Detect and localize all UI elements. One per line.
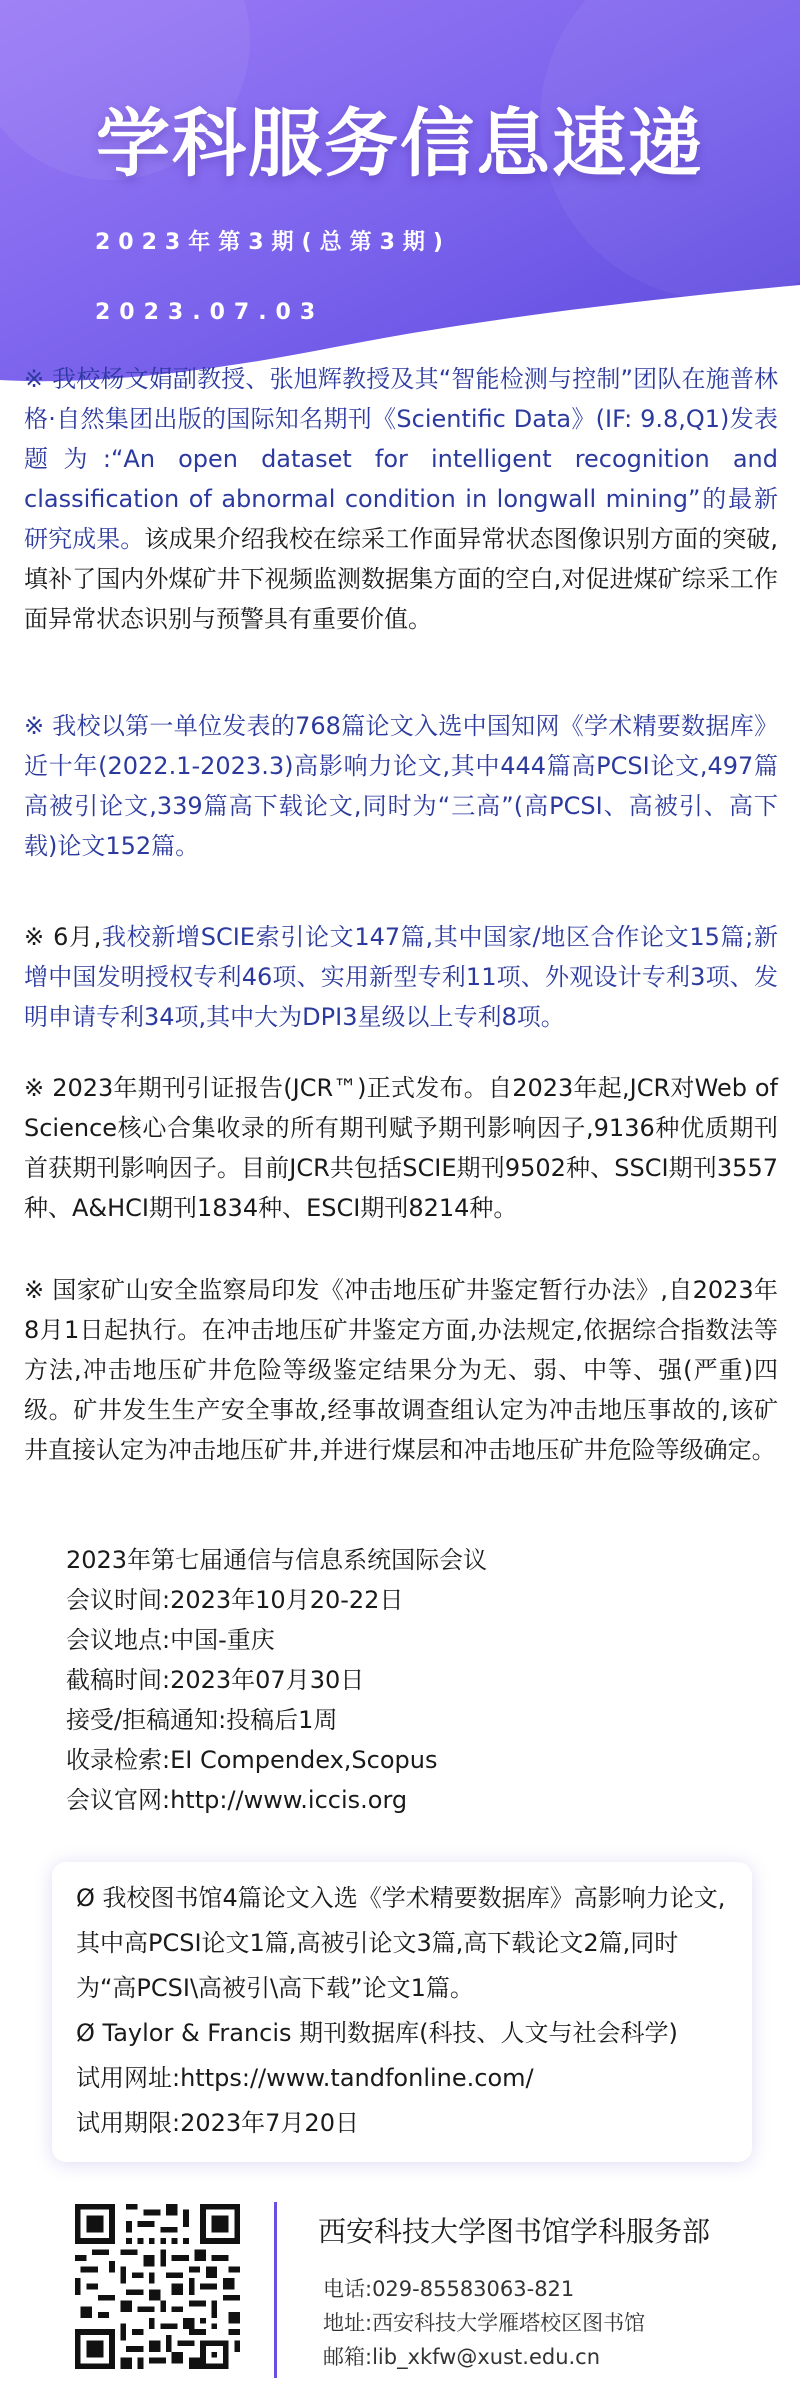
news-item-2 xyxy=(24,706,778,866)
footer xyxy=(0,2190,800,2400)
issue-number: 2023年第3期(总第3期) xyxy=(95,230,451,255)
issue-date: 2023.07.03 xyxy=(95,300,325,325)
news-item-5 xyxy=(24,1270,778,1470)
footer-phone: 电话:029-85583063-821 xyxy=(323,2277,575,2301)
conference-notice: 接受/拒稿通知:投稿后1周 xyxy=(66,1706,338,1734)
news-item-5-text: ※ 国家矿山安全监察局印发《冲击地压矿井鉴定暂行办法》,自2023年8月1日起执行。在冲击地压矿井鉴定方面,办法规定,依据综合指数法等方法,冲击地压矿井危险等级鉴定结果分为无、弱、中等、强(严重)四级。矿井发生生产安全事故,经事故调查组认定为冲击地压事故的,该矿井直接认定为冲击地压矿井,并进行煤层和冲击地压矿井危险等级确定。 xyxy=(24,1276,778,1464)
qr-code-icon xyxy=(75,2204,240,2369)
conference-info xyxy=(66,1540,766,1820)
card-trial-url[interactable]: 试用网址:https://www.tandfonline.com/ xyxy=(76,2064,534,2092)
footer-address: 地址:西安科技大学雁塔校区图书馆 xyxy=(323,2311,646,2335)
footer-divider xyxy=(274,2202,277,2378)
news-item-3-prefix: ※ 6月, xyxy=(24,923,102,951)
page-title: 学科服务信息速递 xyxy=(96,101,704,187)
library-news-card xyxy=(52,1862,752,2162)
conference-time: 会议时间:2023年10月20-22日 xyxy=(66,1586,404,1614)
news-item-3-highlight: 我校新增SCIE索引论文147篇,其中国家/地区合作论文15篇;新增中国发明授权专利46项、实用新型专利11项、外观设计专利3项、发明申请专利34项,其中大为DPI3星级以上专利8项。 xyxy=(24,923,778,1031)
news-item-4-text: ※ 2023年期刊引证报告(JCR™)正式发布。自2023年起,JCR对Web of Science核心合集收录的所有期刊赋予期刊影响因子,9136种优质期刊首获期刊影响因子。目前JCR共包括SCIE期刊9502种、SSCI期刊3557种、A&HCI期刊1834种、ESCI期刊8214种。 xyxy=(24,1074,778,1222)
news-item-1-text: 该成果介绍我校在综采工作面异常状态图像识别方面的突破,填补了国内外煤矿井下视频监测数据集方面的空白,对促进煤矿综采工作面异常状态识别与预警具有重要价值。 xyxy=(24,525,778,633)
card-trial-period: 试用期限:2023年7月20日 xyxy=(76,2109,359,2137)
conference-place: 会议地点:中国-重庆 xyxy=(66,1626,275,1654)
news-item-4 xyxy=(24,1068,778,1228)
news-item-3 xyxy=(24,917,778,1037)
conference-index: 收录检索:EI Compendex,Scopus xyxy=(66,1746,438,1774)
conference-deadline: 截稿时间:2023年07月30日 xyxy=(66,1666,365,1694)
news-item-2-highlight: ※ 我校以第一单位发表的768篇论文入选中国知网《学术精要数据库》近十年(2022.1-2023.3)高影响力论文,其中444篇高PCSI论文,497篇高被引论文,339篇高下载论文,同时为“三高”(高PCSI、高被引、高下载)论文152篇。 xyxy=(24,712,778,860)
conference-name: 2023年第七届通信与信息系统国际会议 xyxy=(66,1546,488,1574)
footer-org-name: 西安科技大学图书馆学科服务部 xyxy=(318,2215,711,2248)
footer-contact xyxy=(323,2272,645,2374)
footer-email[interactable]: 邮箱:lib_xkfw@xust.edu.cn xyxy=(323,2345,601,2369)
card-item-2: Ø Taylor & Francis 期刊数据库(科技、人文与社会科学) xyxy=(76,2019,678,2047)
news-item-1-highlight: ※ 我校杨文娟副教授、张旭辉教授及其“智能检测与控制”团队在施普林格·自然集团出版的国际知名期刊《Scientific Data》(IF: 9.8,Q1)发表题为:“An open dataset for intelligent recognition and classification of abnormal condition in longwall mining”的最新研究成果。 xyxy=(24,365,778,553)
card-item-1: Ø 我校图书馆4篇论文入选《学术精要数据库》高影响力论文,其中高PCSI论文1篇,高被引论文3篇,高下载论文2篇,同时为“高PCSI\高被引\高下载”论文1篇。 xyxy=(76,1884,726,2002)
conference-site[interactable]: 会议官网:http://www.iccis.org xyxy=(66,1786,408,1814)
news-item-1 xyxy=(24,359,778,639)
